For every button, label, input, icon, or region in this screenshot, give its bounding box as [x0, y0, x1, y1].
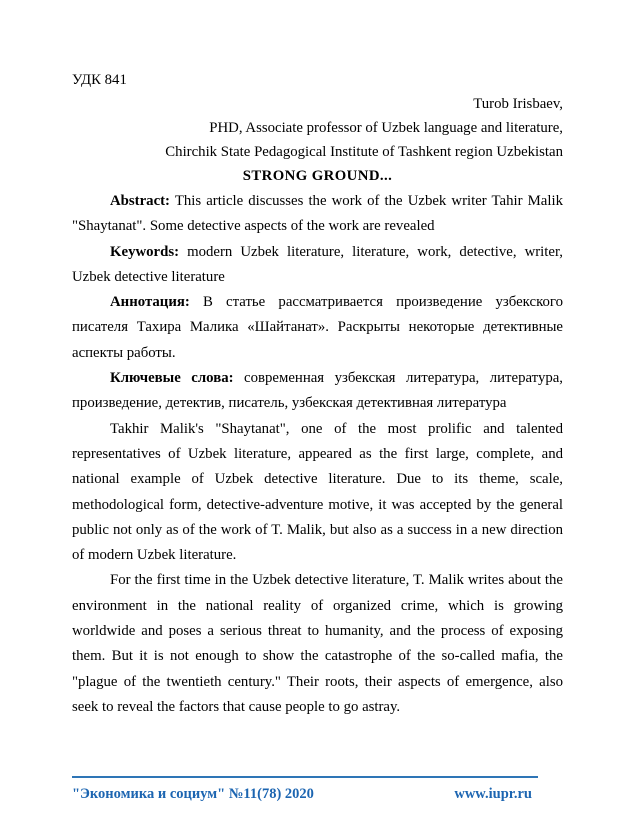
abstract-text: This article discusses the work of the Uzbek writer Tahir Malik "Shaytanat". Some detective aspects of the work are revealed — [72, 193, 563, 235]
udk-code: УДК 841 — [72, 72, 127, 88]
article-title: STRONG GROUND... — [242, 168, 393, 184]
journal-name: "Экономика и социум" №11(78) 2020 — [72, 786, 314, 802]
article-header — [72, 68, 563, 188]
body-paragraph-1: Takhir Malik's "Shaytanat", one of the most prolific and talented representatives of Uzbek literature, appeared as the first large, complete, and national example of Uzbek detective literature. Due to its theme, scale, methodological form, detective-adventure motive, it was accepted by the general public not only as of the work of T. Malik, but also as a success in a new direction of modern Uzbek literature. — [72, 420, 563, 564]
website-link[interactable]: www.iupr.ru — [454, 786, 532, 802]
annotation-ru-text: В статье рассматривается произведение узбекского писателя Тахира Малика «Шайтанат». Раскрыты некоторые детективные аспекты работы. — [72, 294, 563, 361]
abstract-paragraph — [72, 189, 563, 240]
footer-rule — [72, 776, 538, 778]
abstract-label: Abstract: — [110, 193, 170, 209]
keywords-text: modern Uzbek literature, literature, work, detective, writer, Uzbek detective literature — [72, 243, 564, 285]
keywords-ru-text: современная узбекская литература, литература, произведение, детектив, писатель, узбекская детективная литература — [72, 370, 564, 412]
author-name: Turob Irisbaev, — [473, 96, 563, 112]
keywords-label: Keywords: — [110, 243, 180, 260]
annotation-ru-label: Аннотация: — [110, 294, 190, 311]
page-footer — [72, 786, 532, 803]
keywords-ru-paragraph — [72, 366, 563, 417]
body-paragraph-2: For the first time in the Uzbek detective literature, T. Malik writes about the environment in the national reality of organized crime, which is growing worldwide and poses a serious threat to humanity, and the process of exposing them. But it is not enough to show the catastrophe of the so-called mafia, the "plague of the twentieth century." Their roots, their aspects of emergence, also seek to reveal the factors that cause people to go astray. — [72, 572, 563, 715]
annotation-ru-paragraph — [72, 290, 563, 366]
keywords-paragraph — [72, 240, 563, 291]
keywords-ru-label: Ключевые слова: — [110, 370, 234, 387]
author-affiliation: Chirchik State Pedagogical Institute of Tashkent region Uzbekistan — [165, 144, 563, 160]
author-degree: PHD, Associate professor of Uzbek language and literature, — [209, 120, 563, 136]
article-body — [72, 189, 563, 720]
